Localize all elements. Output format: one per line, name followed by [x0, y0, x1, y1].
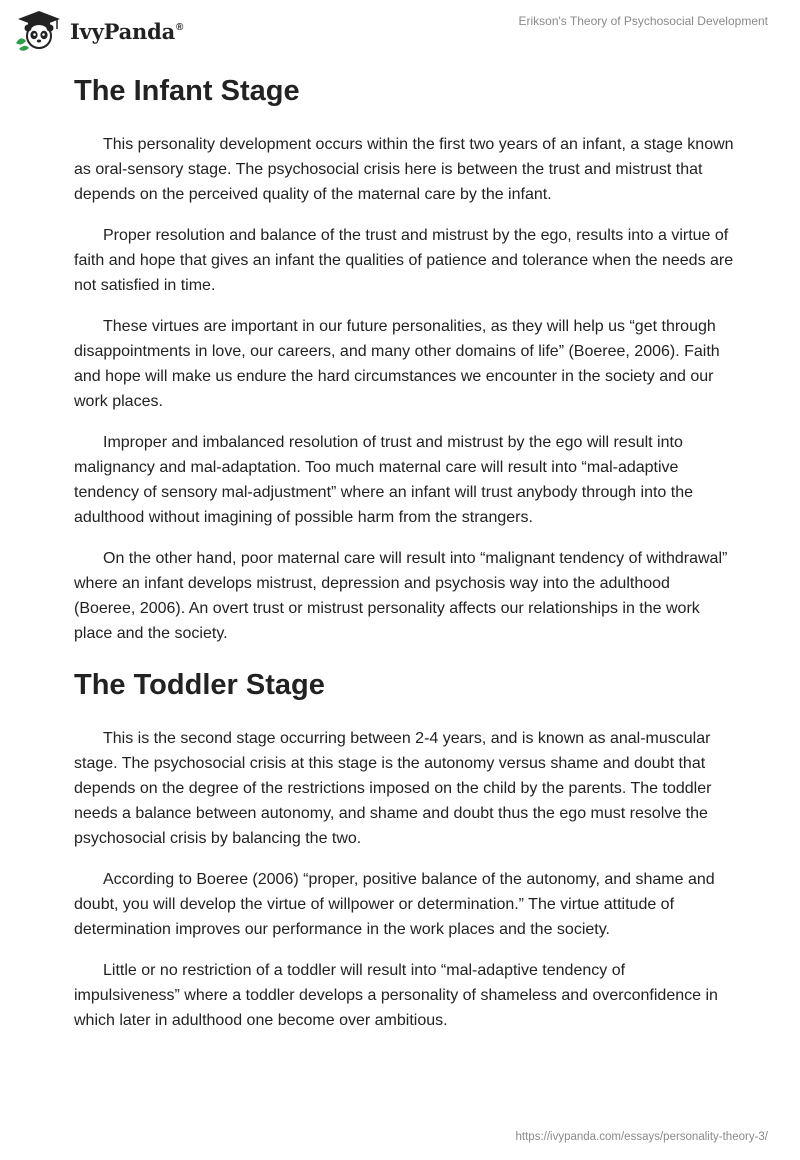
paragraph: Little or no restriction of a toddler will result into “mal-adaptive tendency of impulsiveness” where a toddler develops a personality of shameless and overconfidence in which later in adulthood one become over ambitious.	[74, 962, 718, 1029]
paragraph: This personality development occurs within the first two years of an infant, a stage known as oral-sensory stage. The psychosocial crisis here is between the trust and mistrust that depends on the perceived quality of the maternal care by the infant.	[74, 136, 734, 203]
section-heading-infant: The Infant Stage	[74, 75, 300, 107]
page-header	[0, 0, 800, 60]
brand-logo[interactable]	[14, 9, 183, 51]
paragraph: These virtues are important in our future personalities, as they will help us “get through disappointments in love, our careers, and many other domains of life” (Boeree, 2006). Faith and hope will make us endure the hard circumstances we encounter in the society and our work places.	[74, 318, 720, 410]
section-heading-toddler: The Toddler Stage	[74, 669, 325, 701]
brand-name: IvyPanda®	[70, 18, 184, 44]
paragraph: Proper resolution and balance of the trust and mistrust by the ego, results into a virtue of faith and hope that gives an infant the qualities of patience and tolerance when the needs are not satisfied in time.	[74, 227, 734, 294]
paragraph: According to Boeree (2006) “proper, positive balance of the autonomy, and shame and doubt, you will develop the virtue of willpower or determination.” The virtue attitude of determination improves our performance in the work places and the society.	[74, 871, 715, 938]
paragraph: Improper and imbalanced resolution of trust and mistrust by the ego will result into malignancy and mal-adaptation. Too much maternal care will result into “mal-adaptive tendency of sensory mal-adjustment” where an infant will trust anybody through into the adulthood without imagining of possible harm from the strangers.	[74, 434, 693, 526]
paragraph: On the other hand, poor maternal care will result into “malignant tendency of withdrawal” where an infant develops mistrust, depression and psychosis way into the adulthood (Boeree, 2006). An overt trust or mistrust personality affects our relationships in the work place and the society.	[74, 550, 728, 642]
source-url[interactable]: https://ivypanda.com/essays/personality-theory-3/	[515, 1131, 768, 1143]
panda-mascot-icon	[14, 9, 64, 51]
paragraph: This is the second stage occurring between 2-4 years, and is known as anal-muscular stage. The psychosocial crisis at this stage is the autonomy versus shame and doubt that depends on the degree of the restrictions imposed on the child by the parents. The toddler needs a balance between autonomy, and shame and doubt thus the ego must resolve the psychosocial crisis by balancing the two.	[74, 730, 712, 847]
essay-content	[74, 72, 734, 1049]
document-title: Erikson's Theory of Psychosocial Development	[518, 14, 768, 28]
